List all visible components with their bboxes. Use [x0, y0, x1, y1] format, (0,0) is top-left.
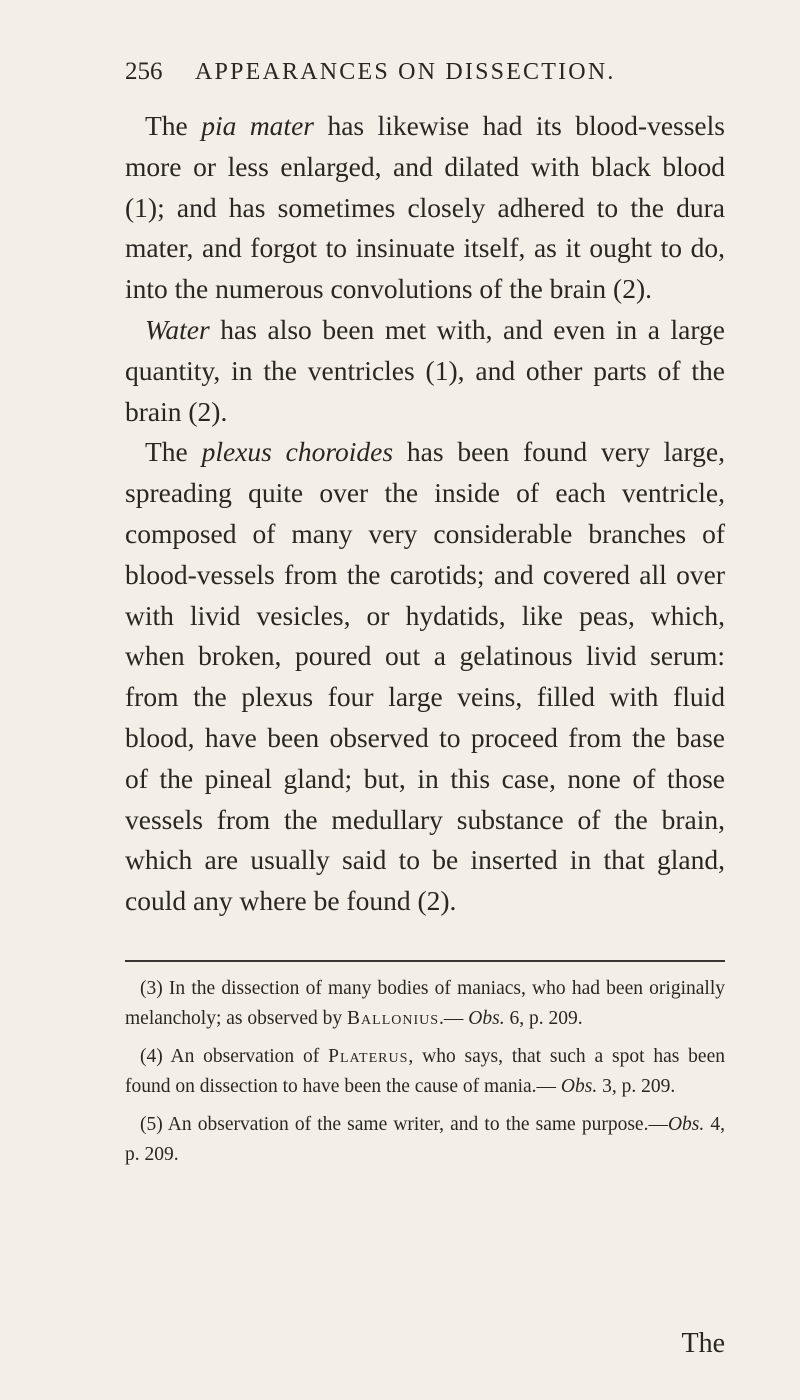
- citation-abbrev: Obs.: [468, 1007, 505, 1029]
- paragraph-plexus: [125, 432, 725, 922]
- italic-term: Water: [145, 313, 210, 345]
- footnote-5: [125, 1110, 725, 1170]
- paragraph-text: has also been met with, and even in a large quantity, in the ventricles (1), and other parts of the brain (2).: [125, 313, 725, 427]
- footnote-text: 4, p. 209.: [125, 1113, 725, 1165]
- paragraph-text: The: [145, 436, 202, 468]
- footnote-text: (5) An observation of the same writer, and to the same purpose.—: [140, 1113, 668, 1135]
- book-page: [125, 58, 725, 1178]
- footnote-text: (3) In the dissection of many bodies of maniacs, who had been originally melancholy; as observed by: [125, 977, 725, 1029]
- footnotes: [125, 974, 725, 1170]
- italic-term: plexus choroides: [201, 436, 394, 468]
- paragraph-text: has likewise had its blood-vessels more or less enlarged, and dilated with black blood (1); and has sometimes closely adhered to the dura mater, and forgot to insinuate itself, as it ought to do, into the numerous convolutions of the brain (2).: [125, 110, 725, 305]
- author-name: Platerus: [328, 1045, 409, 1067]
- footnote-text: , who says, that such a spot has been found on dissection to have been the cause of mania.—: [125, 1045, 725, 1097]
- footnote-text: 3, p. 209.: [597, 1075, 676, 1097]
- paragraph-pia-mater: [125, 106, 725, 310]
- paragraph-text: The: [145, 110, 202, 141]
- running-head: APPEARANCES ON DISSECTION.: [195, 59, 616, 85]
- footnote-text: .—: [439, 1007, 469, 1029]
- footnote-text: 6, p. 209.: [504, 1007, 583, 1029]
- body-text: [125, 106, 725, 922]
- paragraph-text: has been found very large, spreading quite over the inside of each ventricle, composed of many very considerable branches of blood-vessels from the carotids; and covered all over with livid vesicles, or hydatids, like peas, which, when broken, poured out a gelatinous livid serum: from the plexus four large veins, filled with fluid blood, have been observed to proceed from the base of the pineal gland; but, in this case, none of those vessels from the medullary substance of the brain, which are usually said to be inserted in that gland, could any where be found (2).: [125, 436, 725, 917]
- paragraph-water: [125, 310, 725, 432]
- italic-term: pia mater: [201, 110, 314, 141]
- page-header: [125, 58, 725, 98]
- page-number: 256: [125, 58, 163, 85]
- footnote-3: [125, 974, 725, 1034]
- footnote-4: [125, 1042, 725, 1102]
- footnote-text: (4) An observation of: [140, 1045, 329, 1067]
- author-name: Ballonius: [347, 1007, 440, 1029]
- catchword: The: [681, 1328, 725, 1359]
- citation-abbrev: Obs.: [667, 1113, 705, 1135]
- citation-abbrev: Obs.: [560, 1075, 598, 1097]
- footnote-rule: [125, 960, 725, 962]
